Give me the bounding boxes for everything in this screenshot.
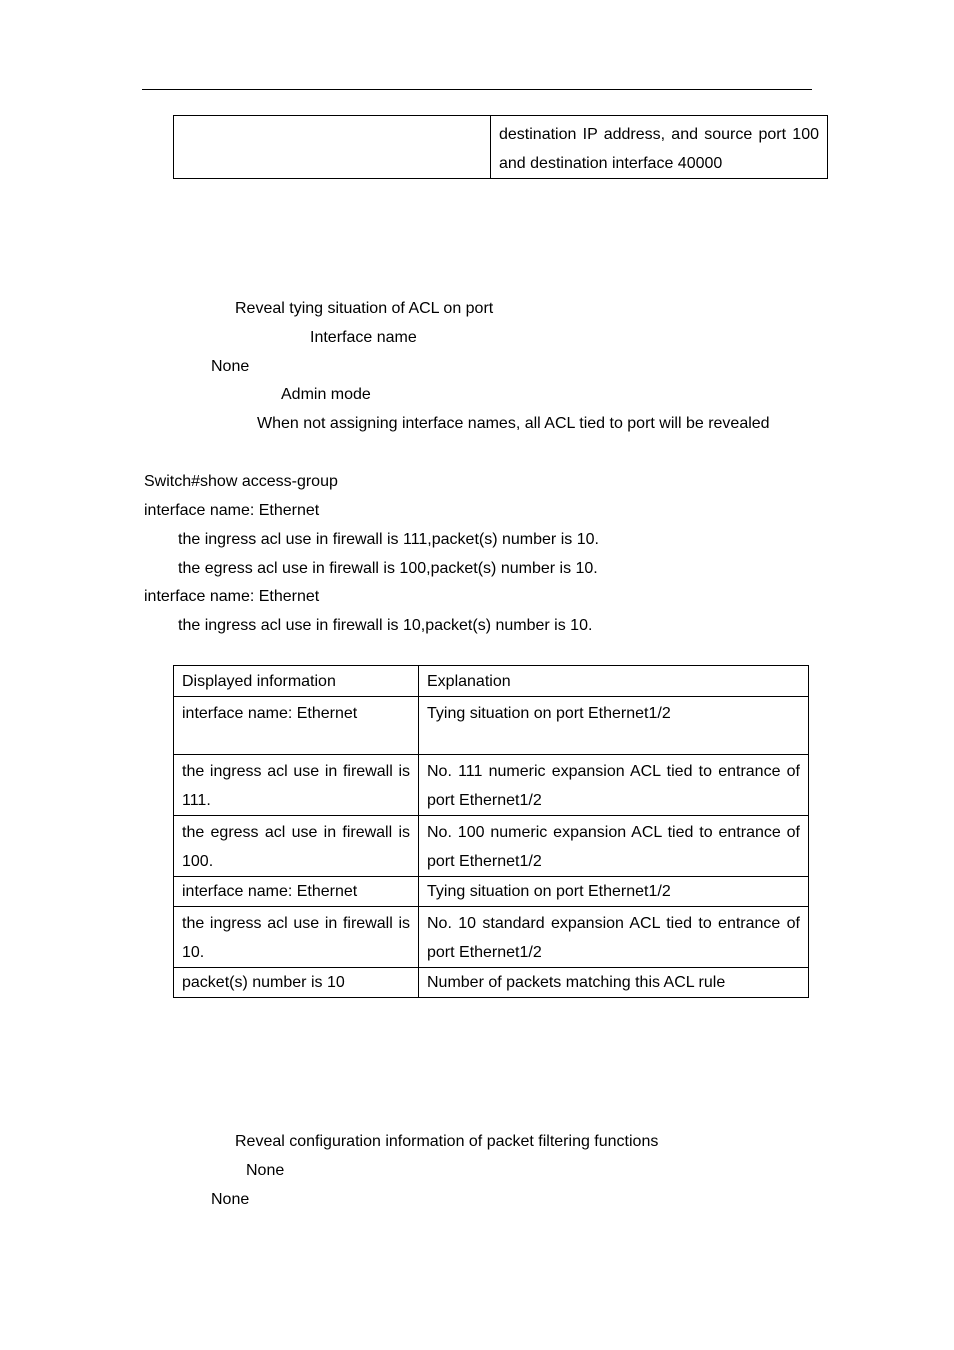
- table-cell: Tying situation on port Ethernet1/2: [419, 877, 809, 907]
- section1-parameter: Interface name: [310, 329, 417, 346]
- table-header-cell: Displayed information: [174, 666, 419, 697]
- table-row: [174, 968, 809, 998]
- table-row: [174, 116, 828, 179]
- section1-default: None: [211, 358, 250, 375]
- table-cell: Number of packets matching this ACL rule: [419, 968, 809, 998]
- example-output-line: interface name: Ethernet: [144, 502, 320, 519]
- section2-parameter: None: [246, 1162, 285, 1179]
- displayed-information-table: [173, 665, 809, 998]
- table-cell-empty: [174, 116, 491, 179]
- table-cell: the ingress acl use in firewall is 10.: [174, 907, 419, 968]
- table-cell: destination IP address, and source port 100 and destination interface 40000: [491, 116, 828, 179]
- continued-table: [173, 115, 828, 179]
- table-header-cell: Explanation: [419, 666, 809, 697]
- table-cell: the ingress acl use in firewall is 111.: [174, 755, 419, 816]
- table-cell: the egress acl use in firewall is 100.: [174, 816, 419, 877]
- table-row: [174, 877, 809, 907]
- header-rule: [142, 89, 812, 90]
- table-header-row: [174, 666, 809, 697]
- example-output-line: the egress acl use in firewall is 100,packet(s) number is 10.: [178, 560, 598, 577]
- example-command: Switch#show access-group: [144, 473, 338, 490]
- table-cell: No. 111 numeric expansion ACL tied to entrance of port Ethernet1/2: [419, 755, 809, 816]
- table-cell: interface name: Ethernet: [174, 697, 419, 755]
- table-row: [174, 816, 809, 877]
- table-row: [174, 755, 809, 816]
- table-cell: packet(s) number is 10: [174, 968, 419, 998]
- example-output-line: the ingress acl use in firewall is 111,packet(s) number is 10.: [178, 531, 599, 548]
- section2-default: None: [211, 1191, 250, 1208]
- table-row: [174, 697, 809, 755]
- section1-description: Reveal tying situation of ACL on port: [235, 300, 494, 317]
- section2-description: Reveal configuration information of packet filtering functions: [235, 1133, 659, 1150]
- section1-mode: Admin mode: [281, 386, 371, 403]
- section1-usage: When not assigning interface names, all ACL tied to port will be revealed: [257, 415, 770, 432]
- table-cell: No. 10 standard expansion ACL tied to entrance of port Ethernet1/2: [419, 907, 809, 968]
- table-cell: No. 100 numeric expansion ACL tied to entrance of port Ethernet1/2: [419, 816, 809, 877]
- example-output-line: interface name: Ethernet: [144, 588, 320, 605]
- table-row: [174, 907, 809, 968]
- example-output-line: the ingress acl use in firewall is 10,packet(s) number is 10.: [178, 617, 593, 634]
- table-cell: interface name: Ethernet: [174, 877, 419, 907]
- table-cell: Tying situation on port Ethernet1/2: [419, 697, 809, 755]
